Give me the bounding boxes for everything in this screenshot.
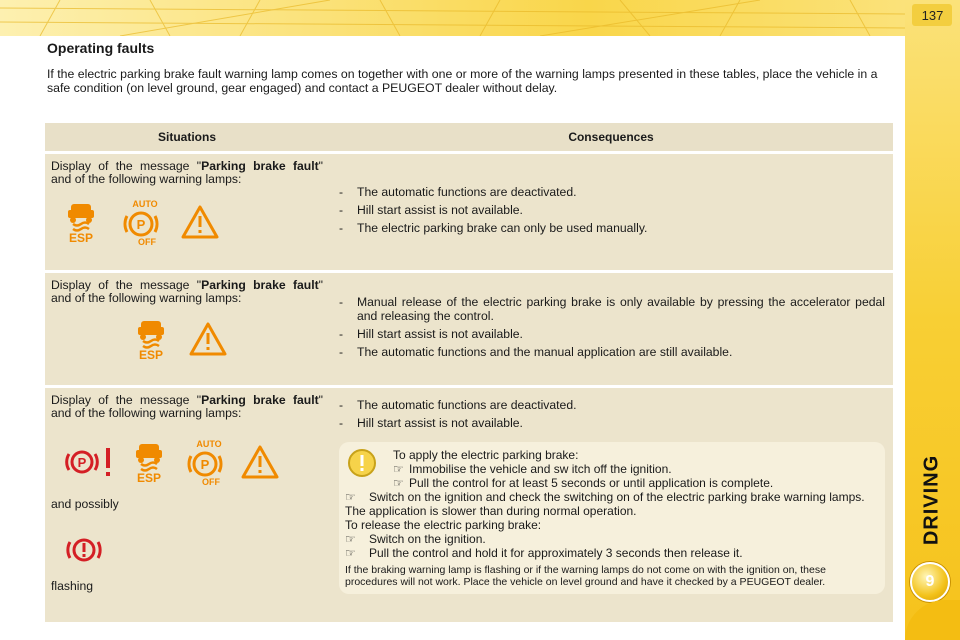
list-item: - Hill start assist is not available. [339,416,885,430]
svg-text:ESP: ESP [138,348,164,361]
warning-lamps [51,198,323,246]
step-text: Switch on the ignition. [369,532,486,546]
svg-text:ESP: ESP [136,471,162,484]
situation-text-post: " and of the following warning lamps: [51,393,323,420]
consequences-list [339,185,885,235]
table-row [45,273,893,385]
header-situations: Situations [45,123,329,151]
apply-step [345,462,879,476]
step-text: Pull the control for at least 5 seconds or until application is complete. [409,476,774,490]
release-step [345,532,879,546]
situation-cell [45,388,329,622]
svg-text:P: P [136,217,146,232]
consequences-list [339,398,885,430]
chapter-tab[interactable] [912,450,952,550]
svg-text:ESP: ESP [68,231,94,244]
table-row [45,154,893,270]
svg-text:OFF: OFF [202,477,220,486]
and-possibly-text: and possibly [51,497,119,511]
header-consequences: Consequences [329,123,893,151]
consequences-cell [329,154,893,270]
page-number: 137 [921,8,944,23]
pointing-hand-icon: ☞ [393,462,404,476]
svg-text:AUTO: AUTO [196,439,222,449]
table-row [45,388,893,622]
list-item: - The automatic functions are deactivated. [339,398,885,412]
esp-off-icon [61,200,101,244]
svg-text:AUTO: AUTO [132,199,158,209]
list-item: - The automatic functions are deactivated. [339,185,885,199]
list-item: - The automatic functions and the manual application are still available. [339,345,885,359]
situation-text-post: " and of the following warning lamps: [51,159,323,186]
pointing-hand-icon: ☞ [345,490,356,504]
brake-warning-icon [65,533,323,570]
message-name: Parking brake fault [201,393,319,407]
warning-triangle-icon [189,321,227,357]
list-item: - Manual release of the electric parking brake is only available by pressing the accelerator pedal and releasing the control. [339,295,885,323]
check-step [345,490,879,504]
flashing-text: flashing [51,579,94,593]
svg-text:OFF: OFF [138,237,156,246]
parking-brake-fault-icon [65,444,115,480]
release-title: To release the electric parking brake: [345,518,542,532]
slower-text: The application is slower than during normal operation. [345,504,637,518]
situation-cell [45,154,329,270]
chapter-label: DRIVING [920,454,943,546]
step-text: Pull the control and hold it for approximately 3 seconds then release it. [369,546,743,560]
operating-faults-table [45,120,893,625]
step-text: Immobilise the vehicle and sw itch off the ignition. [409,462,672,476]
list-item: - Hill start assist is not available. [339,327,885,341]
apply-title: To apply the electric parking brake: [393,448,579,462]
section-title: Operating faults [47,40,155,56]
warning-triangle-icon [241,444,279,480]
chapter-number: 9 [925,573,935,590]
table-header-row [45,123,893,151]
svg-text:P: P [77,455,87,470]
step-text: Switch on the ignition and check the switching on of the electric parking brake warning lamps. [369,490,865,504]
apply-step [345,476,879,490]
auto-parking-brake-off-icon [119,198,163,246]
header-pattern [0,0,905,36]
message-name: Parking brake fault [201,278,319,292]
esp-off-icon [129,440,169,484]
warning-lamps [51,317,323,361]
header-band [0,0,905,36]
situation-text-pre: Display of the message " [51,278,202,292]
situation-cell [45,273,329,385]
pointing-hand-icon: ☞ [345,546,356,560]
consequences-cell [329,388,893,622]
release-step [345,546,879,560]
esp-off-icon [131,317,171,361]
small-print: If the braking warning lamp is flashing or if the warning lamps do not come on with the ignition on, these procedures will not work. Place the vehicle on level ground and have it checked by a PEUGEOT dealer. [345,564,826,588]
pointing-hand-icon: ☞ [345,532,356,546]
situation-text-pre: Display of the message " [51,159,202,173]
situation-text-pre: Display of the message " [51,393,202,407]
section-intro: If the electric parking brake fault warning lamp comes on together with one or more of the warning lamps presented in these tables, place the vehicle in a safe condition (on level ground, gear engaged) and contact a PEUGEOT dealer without delay. [47,67,878,95]
list-item: - Hill start assist is not available. [339,203,885,217]
situation-text-post: " and of the following warning lamps: [51,278,323,305]
warning-lamps [51,438,323,486]
caution-icon [347,448,377,481]
warning-triangle-icon [181,204,219,240]
svg-text:P: P [200,457,210,472]
consequences-list [339,295,885,359]
pointing-hand-icon: ☞ [393,476,404,490]
chapter-number-badge[interactable] [910,562,950,602]
message-name: Parking brake fault [201,159,319,173]
list-item: - The electric parking brake can only be used manually. [339,221,885,235]
auto-parking-brake-off-icon [183,438,227,486]
consequences-cell [329,273,893,385]
procedure-note [339,442,885,594]
